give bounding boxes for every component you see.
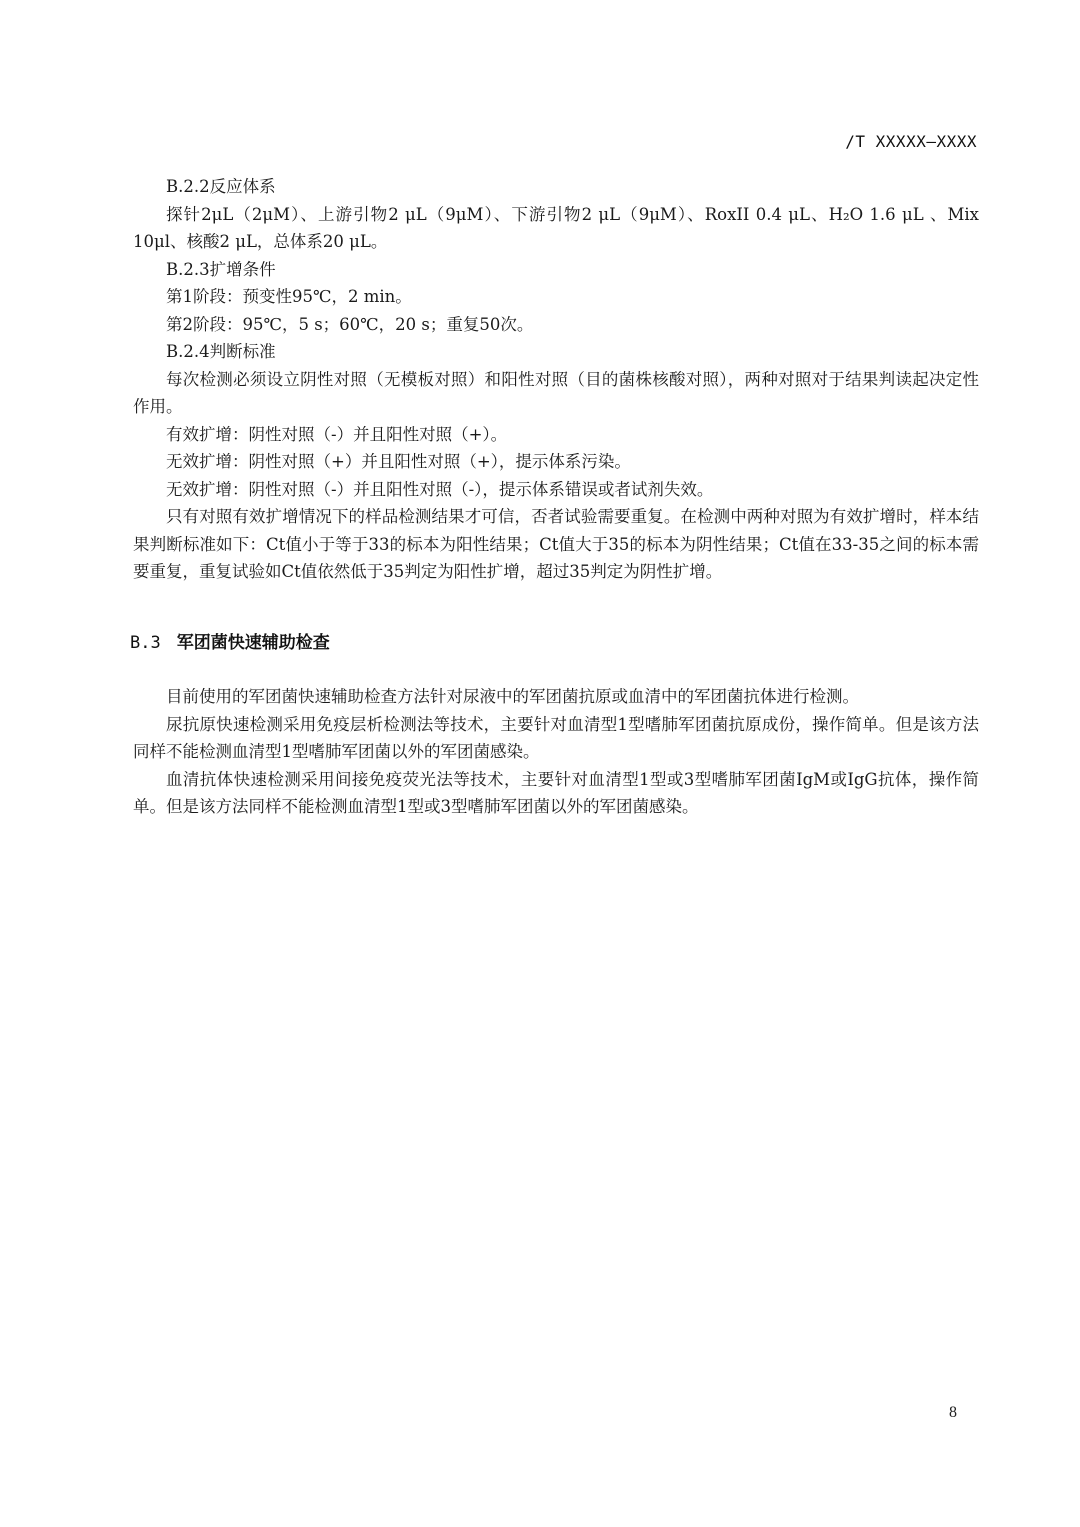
b23-stage2: 第2阶段：95℃，5 s；60℃，20 s；重复50次。 (166, 314, 534, 334)
section-b3-body (133, 683, 979, 821)
section-b3-number: B.3 (130, 633, 161, 653)
b22-reaction-system: 探针2μL（2μM）、上游引物2 μL（9μM）、下游引物2 μL（9μM）、RoxII 0.4 μL、H₂O 1.6 μL 、Mix 10μl、核酸2 μL，总体系20 μL。 (133, 204, 979, 251)
document-code: /T XXXXX—XXXX (845, 132, 977, 151)
b23-heading: B.2.3扩增条件 (166, 259, 276, 279)
b3-paragraph-2: 尿抗原快速检测采用免疫层析检测法等技术，主要针对血清型1型嗜肺军团菌抗原成份，操作简单。但是该方法同样不能检测血清型1型嗜肺军团菌以外的军团菌感染。 (133, 714, 979, 761)
b24-invalid-contamination: 无效扩增：阴性对照（+）并且阳性对照（+），提示体系污染。 (166, 452, 631, 471)
b24-invalid-failure: 无效扩增：阴性对照（-）并且阳性对照（-），提示体系错误或者试剂失效。 (166, 479, 714, 499)
section-b3-title: 军团菌快速辅助检查 (176, 633, 330, 653)
b24-intro: 每次检测必须设立阴性对照（无模板对照）和阳性对照（目的菌株核酸对照），两种对照对于结果判读起决定性作用。 (133, 369, 979, 416)
b24-heading: B.2.4判断标准 (166, 342, 276, 361)
section-b3-heading (130, 628, 330, 653)
b3-paragraph-3: 血清抗体快速检测采用间接免疫荧光法等技术，主要针对血清型1型或3型嗜肺军团菌IgM或IgG抗体，操作简单。但是该方法同样不能检测血清型1型或3型嗜肺军团菌以外的军团菌感染。 (133, 769, 979, 816)
b23-stage1: 第1阶段：预变性95℃，2 min。 (166, 287, 412, 306)
section-b22-b24-body (133, 173, 979, 586)
b3-paragraph-1: 目前使用的军团菌快速辅助检查方法针对尿液中的军团菌抗原或血清中的军团菌抗体进行检测。 (166, 687, 859, 706)
b24-valid: 有效扩增：阴性对照（-）并且阳性对照（+）。 (166, 424, 508, 444)
b22-heading: B.2.2反应体系 (166, 177, 276, 196)
page-number: 8 (949, 1404, 957, 1421)
b24-criteria: 只有对照有效扩增情况下的样品检测结果才可信，否者试验需要重复。在检测中两种对照为有效扩增时，样本结果判断标准如下：Ct值小于等于33的标本为阳性结果；Ct值大于35的标本为阴性结果；Ct值在33-35之间的标本需要重复，重复试验如Ct值依然低于35判定为阳性扩增，超过35判定为阴性扩增。 (133, 507, 979, 581)
